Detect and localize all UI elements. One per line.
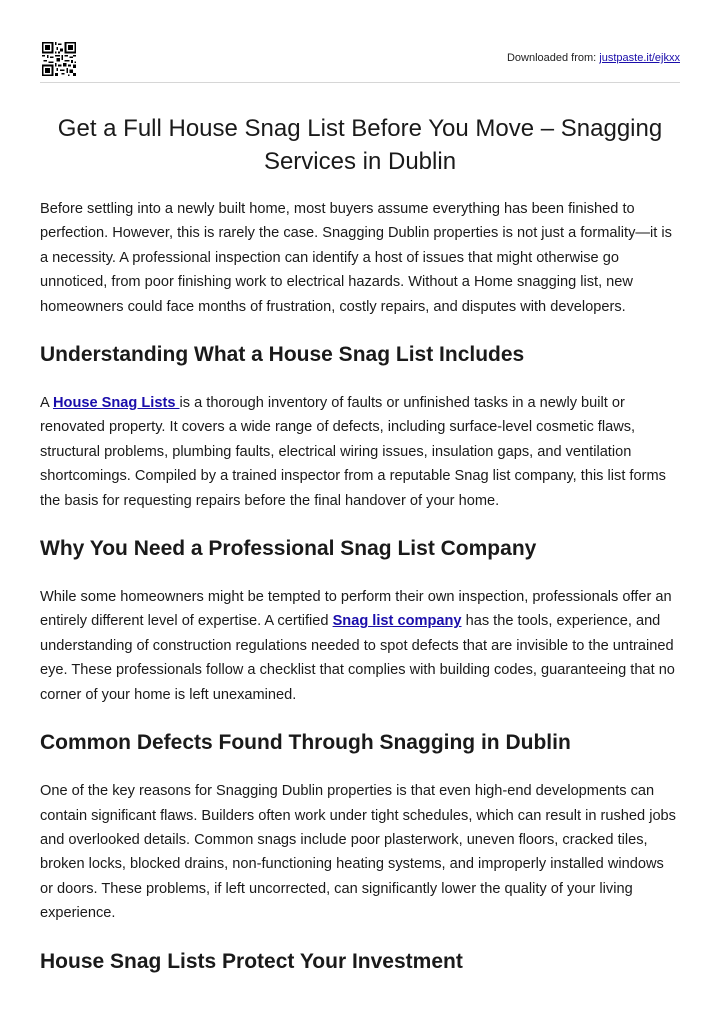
- house-snag-lists-link[interactable]: House Snag Lists: [52, 395, 180, 412]
- section-heading-common-defects: Common Defects Found Through Snagging in Dublin: [40, 731, 571, 755]
- section-paragraph-common-defects: One of the key reasons for Snagging Dublin properties is that even high-end developments can contain significant flaws. Builders often work under tight schedules, which can result in rushed jobs and overlooked details. Common snags include poor plasterwork, uneven floors, cracked tiles, broken locks, blocked drains, non-functioning heating systems, and improperly installed windows or doors. These problems, if left uncorrected, can significantly lower the quality of your living experience.: [40, 783, 676, 922]
- section-heading-professional-company: Why You Need a Professional Snag List Company: [40, 537, 537, 561]
- paragraph-text: While some homeowners might be tempted to perform their own inspection, professionals offer an entirely different level of expertise. A certified: [40, 589, 672, 630]
- page-title: Get a Full House Snag List Before You Move – Snagging Services in Dublin: [57, 115, 663, 175]
- intro-paragraph: Before settling into a newly built home, most buyers assume everything has been finished to perfection. However, this is rarely the case. Snagging Dublin properties is not just a formality—it is a necessity. A professional inspection can identify a host of issues that might otherwise go unnoticed, from poor finishing work to electrical hazards. Without a Home snagging list, new homeowners could face months of frustration, costly repairs, and disputes with developers.: [40, 201, 672, 315]
- source-link[interactable]: justpaste.it/ejkxx: [599, 52, 680, 64]
- paragraph-text: A: [40, 395, 53, 412]
- header-divider: [40, 82, 680, 83]
- source-prefix: Downloaded from:: [506, 52, 600, 64]
- section-paragraph-professional-company: [40, 585, 680, 707]
- section-heading-protect-investment: House Snag Lists Protect Your Investment: [40, 949, 463, 973]
- section-paragraph-snag-list-includes: [40, 391, 680, 513]
- section-heading-snag-list-includes: Understanding What a House Snag List Includes: [40, 343, 525, 367]
- paragraph-text: is a thorough inventory of faults or unfinished tasks in a newly built or renovated property. It covers a wide range of defects, including surface-level cosmetic flaws, structural problems, plumbing faults, electrical wiring issues, insulation gaps, and ventilation shortcomings. Compiled by a trained inspector from a reputable Snag list company, this list forms the basis for requesting repairs before the final handover of your home.: [40, 395, 666, 509]
- paragraph-text: has the tools, experience, and understanding of construction regulations needed to spot defects that are invisible to the untrained eye. These professionals follow a checklist that complies with building codes, guaranteeing that no corner of your home is left unexamined.: [40, 613, 675, 703]
- qr-code-icon: [42, 42, 76, 76]
- article: [40, 112, 680, 976]
- download-source: [507, 52, 680, 64]
- snag-list-company-link[interactable]: Snag list company: [332, 613, 462, 630]
